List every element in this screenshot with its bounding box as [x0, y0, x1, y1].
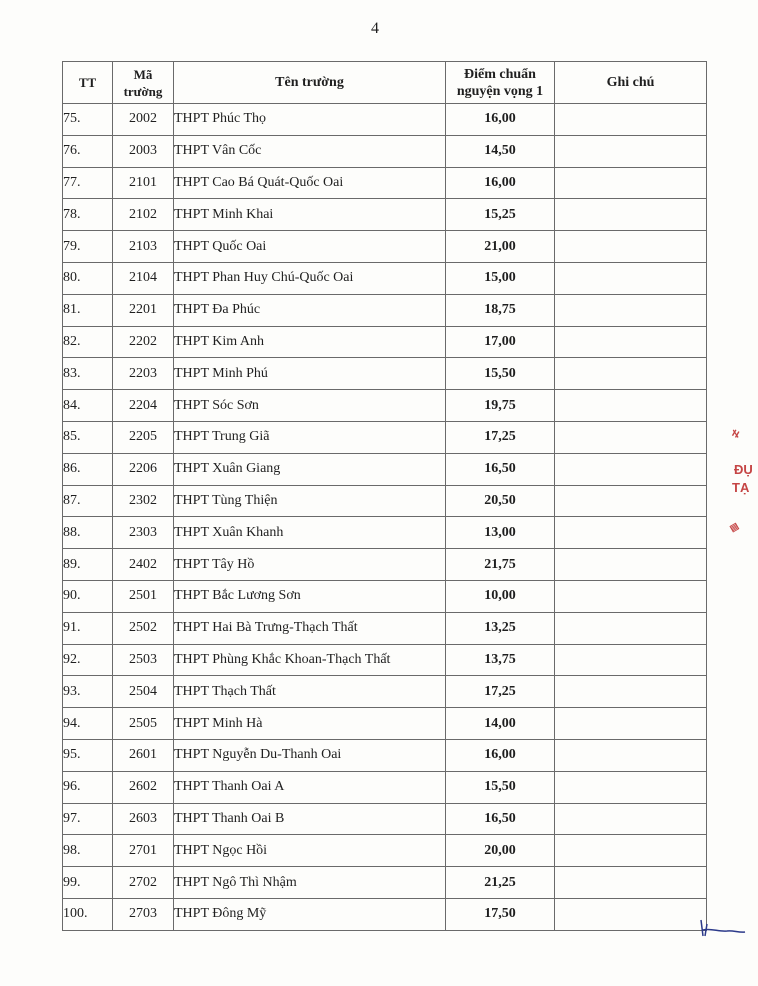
row-note: [555, 676, 707, 708]
row-school-name: THPT Minh Phú: [174, 358, 446, 390]
table-row: [63, 676, 707, 708]
row-note: [555, 135, 707, 167]
row-note: [555, 390, 707, 422]
row-cutoff-score: 13,25: [446, 612, 555, 644]
row-cutoff-score: 16,50: [446, 453, 555, 485]
row-school-name: THPT Thanh Oai B: [174, 803, 446, 835]
row-school-code: 2003: [113, 135, 174, 167]
page-number: 4: [371, 20, 379, 37]
row-tt: 96.: [63, 771, 113, 803]
row-note: [555, 803, 707, 835]
row-school-name: THPT Tây Hồ: [174, 549, 446, 581]
row-note: [555, 104, 707, 136]
header-school-name: Tên trường: [174, 62, 446, 104]
row-note: [555, 453, 707, 485]
table-row: [63, 612, 707, 644]
row-tt: 95.: [63, 739, 113, 771]
row-note: [555, 549, 707, 581]
row-cutoff-score: 16,00: [446, 739, 555, 771]
row-cutoff-score: 15,25: [446, 199, 555, 231]
row-school-name: THPT Xuân Khanh: [174, 517, 446, 549]
row-note: [555, 835, 707, 867]
table-row: [63, 803, 707, 835]
stamp-text-line2: TẠ: [732, 480, 750, 495]
row-school-name: THPT Quốc Oai: [174, 231, 446, 263]
stamp-seal-icon: ▤: [727, 520, 741, 534]
row-tt: 94.: [63, 708, 113, 740]
row-school-code: 2505: [113, 708, 174, 740]
row-cutoff-score: 15,00: [446, 262, 555, 294]
row-note: [555, 517, 707, 549]
row-cutoff-score: 18,75: [446, 294, 555, 326]
table-body: [63, 104, 707, 931]
table-row: [63, 199, 707, 231]
row-school-code: 2504: [113, 676, 174, 708]
row-note: [555, 771, 707, 803]
row-school-name: THPT Nguyễn Du-Thanh Oai: [174, 739, 446, 771]
row-school-name: THPT Sóc Sơn: [174, 390, 446, 422]
header-school-code: [113, 62, 174, 104]
row-cutoff-score: 14,00: [446, 708, 555, 740]
row-note: [555, 326, 707, 358]
row-tt: 100.: [63, 898, 113, 930]
row-school-name: THPT Phùng Khắc Khoan-Thạch Thất: [174, 644, 446, 676]
row-school-code: 2203: [113, 358, 174, 390]
row-school-name: THPT Ngọc Hồi: [174, 835, 446, 867]
row-cutoff-score: 19,75: [446, 390, 555, 422]
row-school-name: THPT Hai Bà Trưng-Thạch Thất: [174, 612, 446, 644]
stamp-mark-icon: ≠: [727, 426, 744, 441]
row-tt: 92.: [63, 644, 113, 676]
row-school-name: THPT Minh Khai: [174, 199, 446, 231]
row-school-name: THPT Phan Huy Chú-Quốc Oai: [174, 262, 446, 294]
row-tt: 76.: [63, 135, 113, 167]
row-note: [555, 580, 707, 612]
admission-score-table: [62, 61, 707, 931]
row-note: [555, 612, 707, 644]
header-cutoff-score-line2: nguyện vọng 1: [456, 83, 544, 99]
row-school-name: THPT Tùng Thiện: [174, 485, 446, 517]
table-row: [63, 867, 707, 899]
row-tt: 85.: [63, 421, 113, 453]
table-row: [63, 644, 707, 676]
row-school-name: THPT Đông Mỹ: [174, 898, 446, 930]
table-row: [63, 390, 707, 422]
row-cutoff-score: 14,50: [446, 135, 555, 167]
row-school-name: THPT Vân Cốc: [174, 135, 446, 167]
row-school-code: 2302: [113, 485, 174, 517]
table-row: [63, 549, 707, 581]
row-school-code: 2202: [113, 326, 174, 358]
row-tt: 93.: [63, 676, 113, 708]
table-header: [63, 62, 707, 104]
row-school-code: 2702: [113, 867, 174, 899]
header-cutoff-score: [446, 62, 555, 104]
row-tt: 99.: [63, 867, 113, 899]
table-row: [63, 485, 707, 517]
stamp-text-line1: ĐỤ: [734, 462, 753, 477]
row-school-name: THPT Bắc Lương Sơn: [174, 580, 446, 612]
table-row: [63, 294, 707, 326]
table-row: [63, 326, 707, 358]
signature-mark-icon: [697, 916, 747, 940]
row-note: [555, 231, 707, 263]
row-school-name: THPT Cao Bá Quát-Quốc Oai: [174, 167, 446, 199]
row-tt: 88.: [63, 517, 113, 549]
row-tt: 87.: [63, 485, 113, 517]
header-cutoff-score-line1: Điểm chuẩn: [464, 66, 536, 82]
row-school-name: THPT Phúc Thọ: [174, 104, 446, 136]
row-school-code: 2501: [113, 580, 174, 612]
row-tt: 89.: [63, 549, 113, 581]
table-row: [63, 231, 707, 263]
row-tt: 75.: [63, 104, 113, 136]
row-school-code: 2701: [113, 835, 174, 867]
row-note: [555, 199, 707, 231]
row-school-code: 2303: [113, 517, 174, 549]
table-row: [63, 708, 707, 740]
row-cutoff-score: 16,00: [446, 167, 555, 199]
row-school-code: 2103: [113, 231, 174, 263]
row-tt: 97.: [63, 803, 113, 835]
row-cutoff-score: 15,50: [446, 358, 555, 390]
table-row: [63, 104, 707, 136]
row-tt: 78.: [63, 199, 113, 231]
row-school-code: 2502: [113, 612, 174, 644]
row-school-code: 2603: [113, 803, 174, 835]
row-school-name: THPT Thạch Thất: [174, 676, 446, 708]
row-cutoff-score: 17,25: [446, 421, 555, 453]
row-cutoff-score: 20,00: [446, 835, 555, 867]
row-note: [555, 262, 707, 294]
row-note: [555, 867, 707, 899]
row-note: [555, 485, 707, 517]
row-note: [555, 358, 707, 390]
row-cutoff-score: 17,50: [446, 898, 555, 930]
row-school-code: 2206: [113, 453, 174, 485]
row-tt: 84.: [63, 390, 113, 422]
table-row: [63, 771, 707, 803]
row-cutoff-score: 20,50: [446, 485, 555, 517]
row-school-name: THPT Minh Hà: [174, 708, 446, 740]
row-cutoff-score: 15,50: [446, 771, 555, 803]
table-row: [63, 835, 707, 867]
row-school-code: 2402: [113, 549, 174, 581]
row-school-code: 2102: [113, 199, 174, 231]
row-tt: 80.: [63, 262, 113, 294]
row-note: [555, 644, 707, 676]
row-tt: 82.: [63, 326, 113, 358]
row-tt: 90.: [63, 580, 113, 612]
table-row: [63, 739, 707, 771]
row-cutoff-score: 13,00: [446, 517, 555, 549]
row-cutoff-score: 16,00: [446, 104, 555, 136]
row-school-code: 2101: [113, 167, 174, 199]
row-cutoff-score: 21,25: [446, 867, 555, 899]
row-tt: 83.: [63, 358, 113, 390]
row-note: [555, 167, 707, 199]
row-school-name: THPT Thanh Oai A: [174, 771, 446, 803]
row-school-code: 2002: [113, 104, 174, 136]
row-school-name: THPT Trung Giã: [174, 421, 446, 453]
row-cutoff-score: 21,75: [446, 549, 555, 581]
row-tt: 81.: [63, 294, 113, 326]
row-cutoff-score: 10,00: [446, 580, 555, 612]
margin-stamp: [728, 410, 758, 550]
row-school-code: 2201: [113, 294, 174, 326]
row-tt: 98.: [63, 835, 113, 867]
table-row: [63, 517, 707, 549]
table-row: [63, 262, 707, 294]
table-row: [63, 135, 707, 167]
row-school-name: THPT Kim Anh: [174, 326, 446, 358]
row-school-code: 2204: [113, 390, 174, 422]
row-school-code: 2703: [113, 898, 174, 930]
row-cutoff-score: 16,50: [446, 803, 555, 835]
header-tt: TT: [63, 62, 113, 104]
row-school-code: 2205: [113, 421, 174, 453]
table-row: [63, 580, 707, 612]
row-note: [555, 708, 707, 740]
row-tt: 91.: [63, 612, 113, 644]
row-school-code: 2602: [113, 771, 174, 803]
row-school-code: 2104: [113, 262, 174, 294]
row-cutoff-score: 17,25: [446, 676, 555, 708]
row-tt: 79.: [63, 231, 113, 263]
row-school-code: 2503: [113, 644, 174, 676]
row-school-name: THPT Đa Phúc: [174, 294, 446, 326]
table-row: [63, 358, 707, 390]
table-row: [63, 453, 707, 485]
row-tt: 86.: [63, 453, 113, 485]
row-note: [555, 898, 707, 930]
header-note: Ghi chú: [555, 62, 707, 104]
row-school-name: THPT Xuân Giang: [174, 453, 446, 485]
row-note: [555, 739, 707, 771]
header-row: [63, 62, 707, 104]
row-note: [555, 421, 707, 453]
header-school-code-line2: trường: [123, 83, 163, 99]
row-tt: 77.: [63, 167, 113, 199]
row-cutoff-score: 13,75: [446, 644, 555, 676]
row-school-code: 2601: [113, 739, 174, 771]
row-cutoff-score: 17,00: [446, 326, 555, 358]
table-row: [63, 421, 707, 453]
header-school-code-line1: Mã: [133, 66, 153, 82]
table-row: [63, 167, 707, 199]
row-cutoff-score: 21,00: [446, 231, 555, 263]
table-row: [63, 898, 707, 930]
row-school-name: THPT Ngô Thì Nhậm: [174, 867, 446, 899]
row-note: [555, 294, 707, 326]
